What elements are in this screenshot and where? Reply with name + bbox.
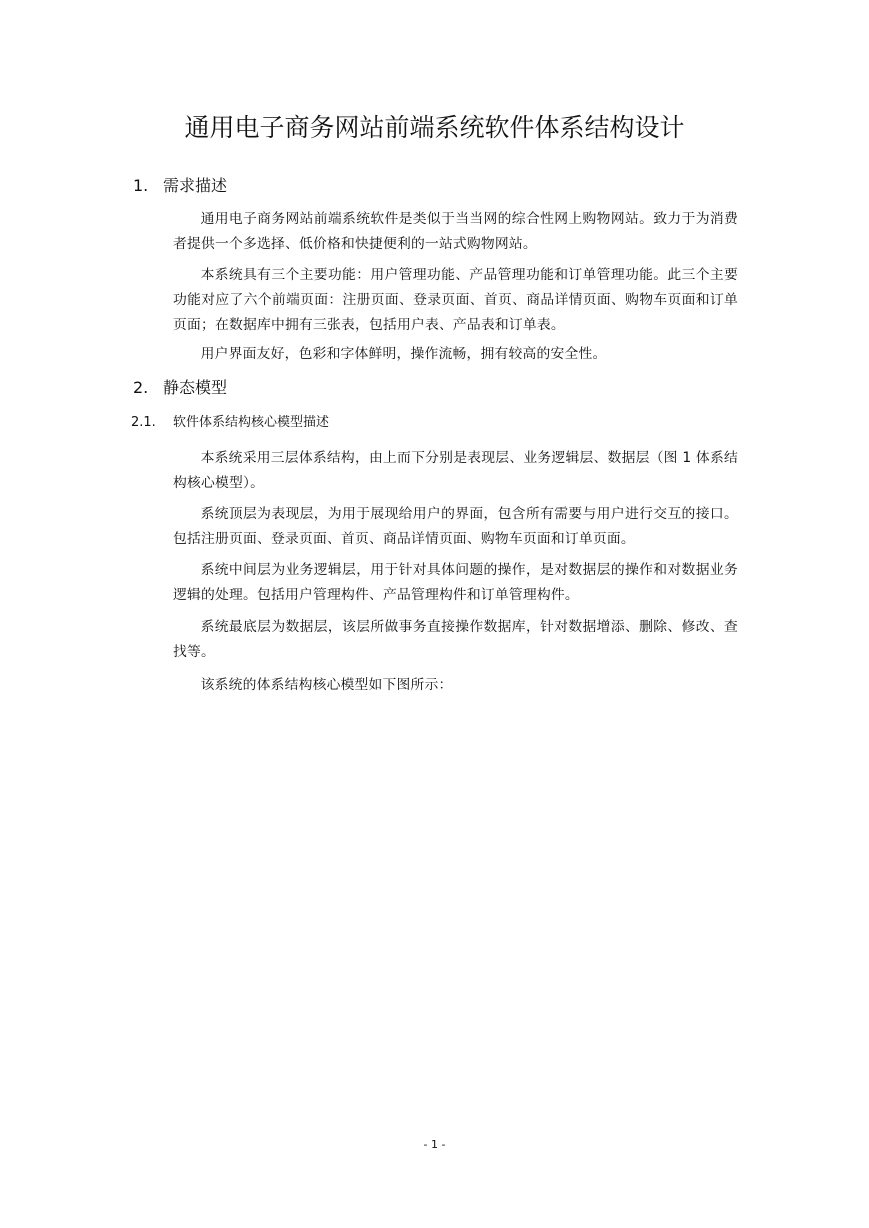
paragraph: 通用电子商务网站前端系统软件是类似于当当网的综合性网上购物网站。致力于为消费者提供一个多选择、低价格和快捷便利的一站式购物网站。 xyxy=(173,211,738,252)
page-number: - 1 - xyxy=(423,1138,446,1151)
section-number: 2. xyxy=(133,378,149,397)
section-title: 需求描述 xyxy=(163,176,228,195)
paragraph: 该系统的体系结构核心模型如下图所示： xyxy=(200,677,453,693)
section-number: 1. xyxy=(133,176,149,195)
paragraph: 用户界面友好，色彩和字体鲜明，操作流畅，拥有较高的安全性。 xyxy=(200,346,607,362)
paragraph: 系统顶层为表现层，为用于展现给用户的界面，包含所有需要与用户进行交互的接口。包括注册页面、登录页面、首页、商品详情页面、购物车页面和订单页面。 xyxy=(173,506,738,547)
section-title: 静态模型 xyxy=(163,378,228,397)
paragraph: 本系统具有三个主要功能：用户管理功能、产品管理功能和订单管理功能。此三个主要功能对应了六个前端页面：注册页面、登录页面、首页、商品详情页面、购物车页面和订单页面；在数据库中拥有三张表，包括用户表、产品表和订单表。 xyxy=(173,267,738,333)
document-title: 通用电子商务网站前端系统软件体系结构设计 xyxy=(184,113,685,142)
subsection-number: 2.1. xyxy=(131,415,156,430)
paragraph: 系统最底层为数据层，该层所做事务直接操作数据库，针对数据增添、删除、修改、查找等。 xyxy=(173,619,738,660)
paragraph: 系统中间层为业务逻辑层，用于针对具体问题的操作，是对数据层的操作和对数据业务逻辑的处理。包括用户管理构件、产品管理构件和订单管理构件。 xyxy=(173,562,738,603)
subsection-title: 软件体系结构核心模型描述 xyxy=(173,415,330,430)
paragraph: 本系统采用三层体系结构，由上而下分别是表现层、业务逻辑层、数据层（图 1 体系结构核心模型）。 xyxy=(173,450,738,491)
